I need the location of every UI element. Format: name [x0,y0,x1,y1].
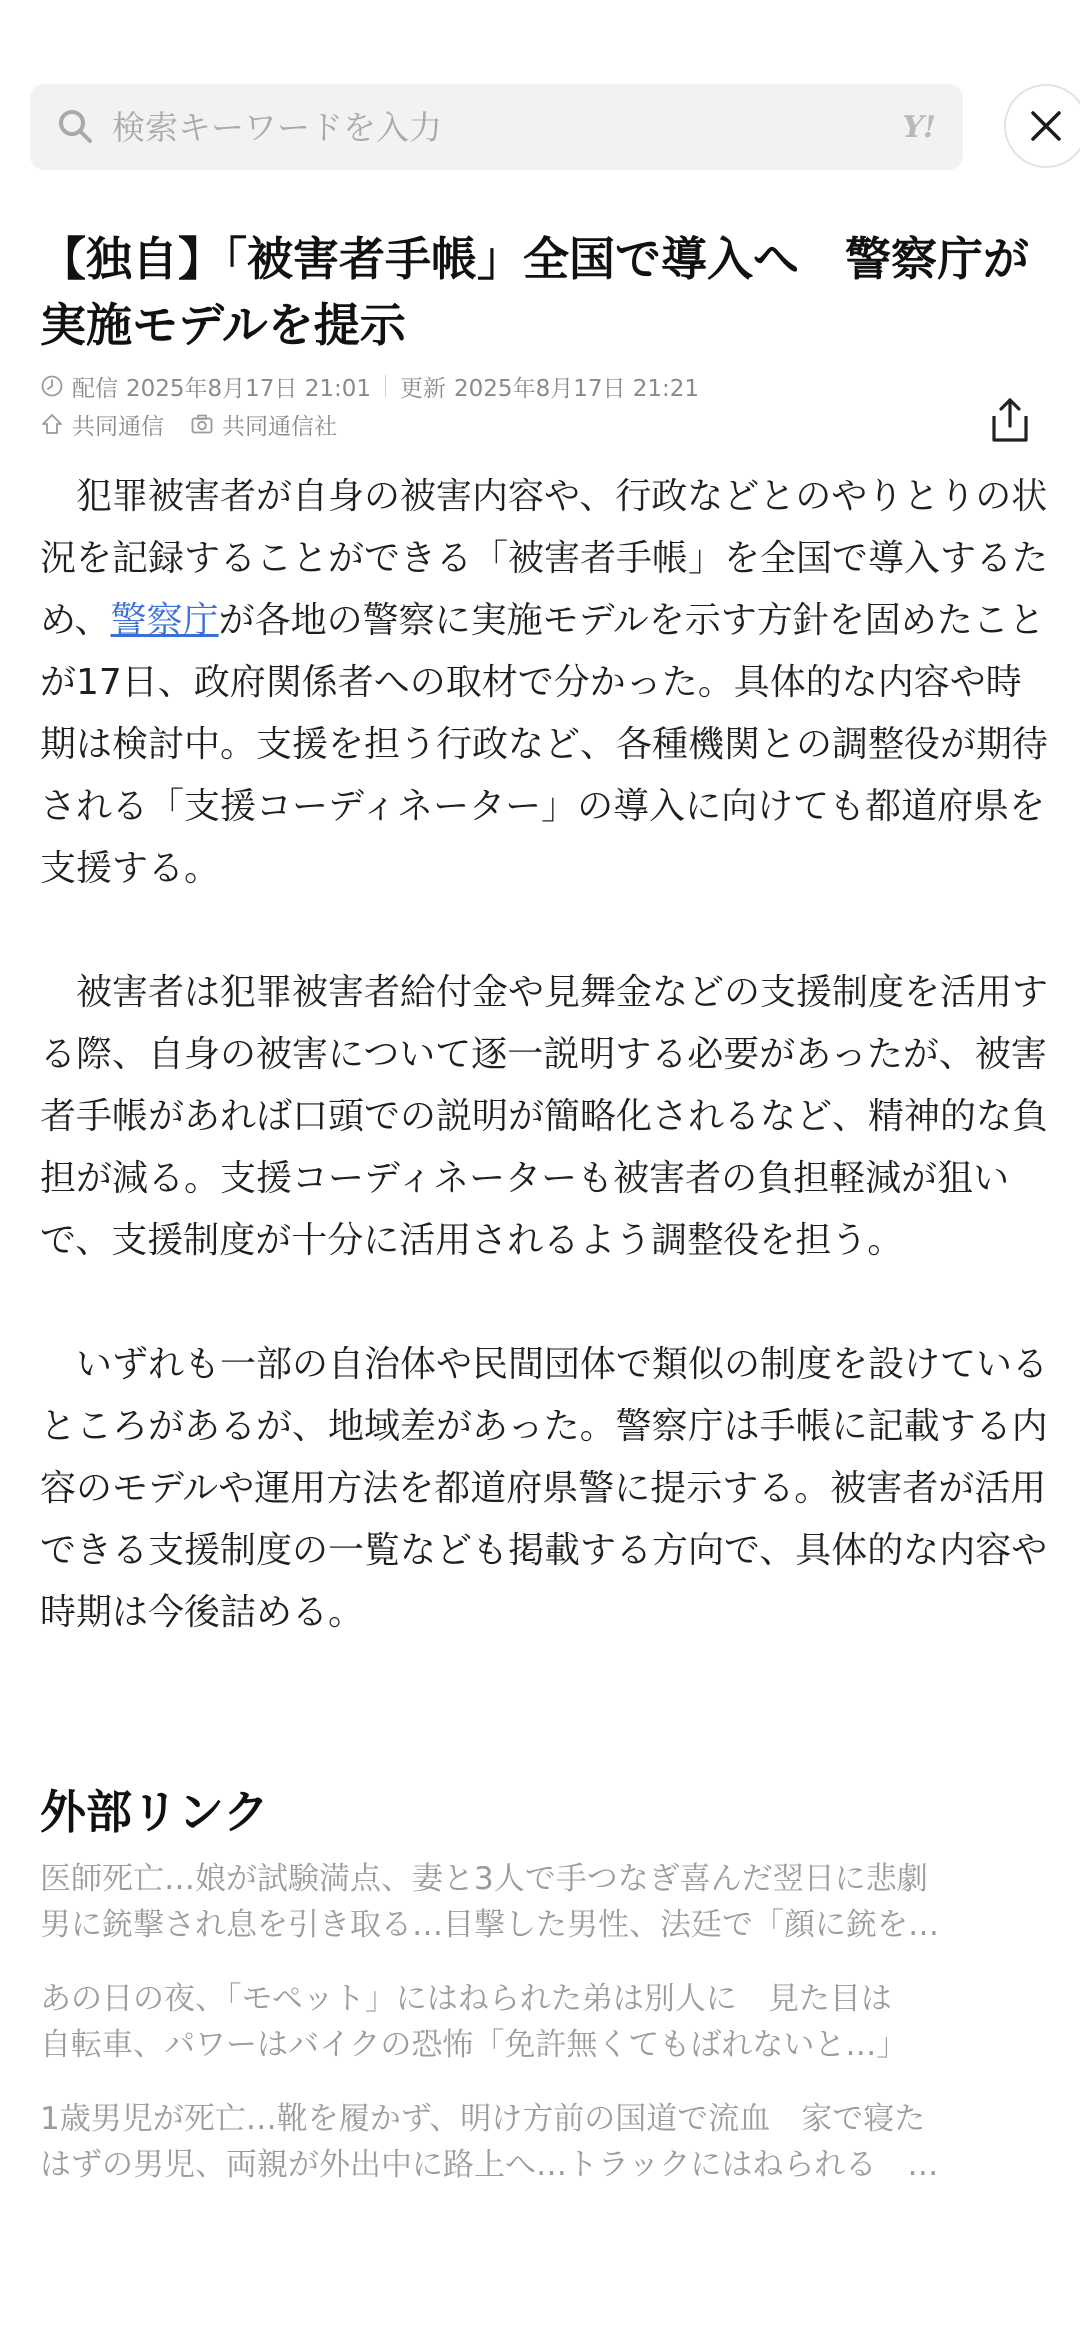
external-link-item[interactable] [40,1856,1040,1948]
search-input[interactable] [112,108,902,147]
search-bar[interactable] [30,84,963,170]
article-paragraph-1 [40,466,1048,900]
close-icon [1028,108,1064,144]
paragraph-text: 犯罪被害者が自身の被害内容や、行政などとのやりとりの状況を記録することができる「被害者手帳」を全国で導入するため、 [40,476,1049,641]
share-button[interactable] [984,394,1036,446]
keyword-link[interactable]: 警察庁 [110,600,219,641]
link-line: 1歳男児が死亡…靴を履かず、明け方前の国道で流血 家で寝た [40,2101,926,2137]
source-name[interactable]: 共同通信 [72,413,164,440]
link-line: 男に銃撃され息を引き取る…目撃した男性、法廷で「顔に銃を… [40,1907,939,1943]
article-credits [40,406,337,442]
article-paragraph-3: いずれも一部の自治体や民間団体で類似の制度を設けているところがあるが、地域差があった。警察庁は手帳に記載する内容のモデルや運用方法を都道府県警に提示する。被害者が活用できる支援制度の一覧なども掲載する方向で、具体的な内容や時期は今後詰める。 [40,1344,1049,1633]
published-date: 2025年8月17日 21:01 [126,375,372,402]
photo-credit: 共同通信社 [222,413,337,440]
link-line: はずの男児、両親が外出中に路上へ…トラックにはねられる … [40,2147,939,2183]
article-title: 【独自】「被害者手帳」全国で導入へ 警察庁が実施モデルを提示 [40,232,1029,352]
brand-logo: Y! [902,109,935,145]
clock-icon [40,374,64,398]
link-line: あの日の夜、「モペット」にはねられた弟は別人に 見た目は [40,1981,892,2017]
external-link-item[interactable] [40,1976,1040,2068]
share-icon [988,396,1032,444]
external-links-list [40,1856,1040,2216]
search-icon [56,107,96,147]
article-timestamps [40,368,699,404]
article-body [40,466,1048,1644]
updated-date: 2025年8月17日 21:21 [454,375,700,402]
camera-icon [190,412,214,436]
meta-divider [385,375,386,397]
published-label: 配信 [72,375,118,402]
paragraph-text: が各地の警察に実施モデルを示す方針を固めたことが17日、政府関係者への取材で分かった。具体的な内容や時期は検討中。支援を担う行政など、各種機関との調整役が期待される「支援コーディネーター」の導入に向けても都道府県を支援する。 [40,600,1049,889]
source-icon [40,412,64,436]
updated-label: 更新 [400,375,447,402]
external-links-heading: 外部リンク [40,1785,270,1839]
external-link-item[interactable] [40,2096,1040,2188]
link-line: 医師死亡…娘が試験満点、妻と3人で手つなぎ喜んだ翌日に悲劇 [40,1861,928,1897]
close-button[interactable] [1004,84,1080,168]
link-line: 自転車、パワーはバイクの恐怖「免許無くてもばれないと…」 [40,2027,908,2063]
article-paragraph-2: 被害者は犯罪被害者給付金や見舞金などの支援制度を活用する際、自身の被害について逐一説明する必要があったが、被害者手帳があれば口頭での説明が簡略化されるなど、精神的な負担が減る。支援コーディネーターも被害者の負担軽減が狙いで、支援制度が十分に活用されるよう調整役を担う。 [40,972,1049,1261]
search-header [30,84,1064,170]
